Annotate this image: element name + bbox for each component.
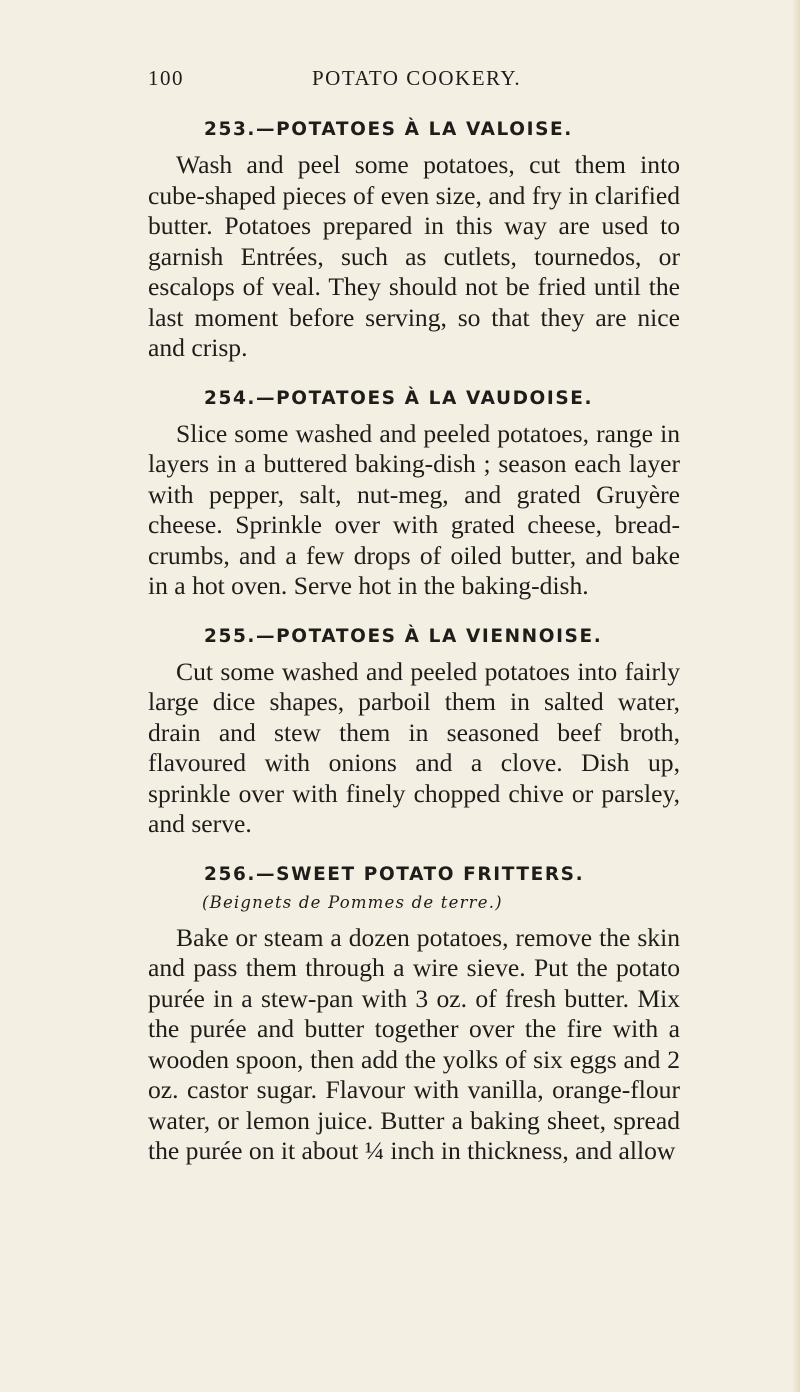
recipe-253 bbox=[148, 118, 680, 364]
recipe-title: 256.—SWEET POTATO FRITTERS. bbox=[204, 863, 585, 885]
recipe-body: Wash and peel some potatoes, cut them into cube-shaped pieces of even size, and fry in clarified butter. Potatoes prepared in this way are used to garnish Entrées, such as cutlets, tournedos, or escalops of veal. They should not be fried until the last moment before serving, so that they are nice and crisp. bbox=[148, 150, 680, 362]
recipe-title: 254.—POTATOES À LA VAUDOISE. bbox=[204, 387, 594, 409]
recipe-title: 255.—POTATOES À LA VIENNOISE. bbox=[204, 625, 603, 647]
recipe-subtitle: (Beignets de Pommes de terre.) bbox=[202, 892, 503, 912]
recipe-255 bbox=[148, 625, 680, 840]
recipe-title: 253.—POTATOES À LA VALOISE. bbox=[204, 119, 573, 140]
recipe-body: Bake or steam a dozen potatoes, remove the skin and pass them through a wire sieve. Put the potato purée in a stew-pan with 3 oz. of fresh butter. Mix the purée and butter together over the fire with a wooden spoon, then add the yolks of six eggs and 2 oz. castor sugar. Flavour with vanilla, orange-flour water, or lemon juice. Butter a baking sheet, spread the purée on it about ¼ inch in thickness, and allow bbox=[148, 922, 680, 1165]
recipe-body: Slice some washed and peeled potatoes, range in layers in a buttered baking-dish ; season each layer with pepper, salt, nut-meg, and grated Gruyère cheese. Sprinkle over with grated cheese, bread-crumbs, and a few drops of oiled butter, and bake in a hot oven. Serve hot in the baking-dish. bbox=[148, 418, 680, 600]
recipe-254 bbox=[148, 387, 680, 602]
recipe-body: Cut some washed and peeled potatoes into fairly large dice shapes, parboil them in salted water, drain and stew them in seasoned beef broth, flavoured with onions and a clove. Dish up, sprinkle over with finely chopped chive or parsley, and serve. bbox=[148, 656, 680, 838]
page-number: 100 bbox=[148, 66, 184, 90]
book-title: POTATO COOKERY. bbox=[312, 66, 522, 90]
recipe-256 bbox=[148, 863, 680, 1167]
page-edge-shading bbox=[792, 0, 800, 1392]
running-head bbox=[0, 66, 800, 96]
page-content bbox=[148, 118, 680, 1167]
